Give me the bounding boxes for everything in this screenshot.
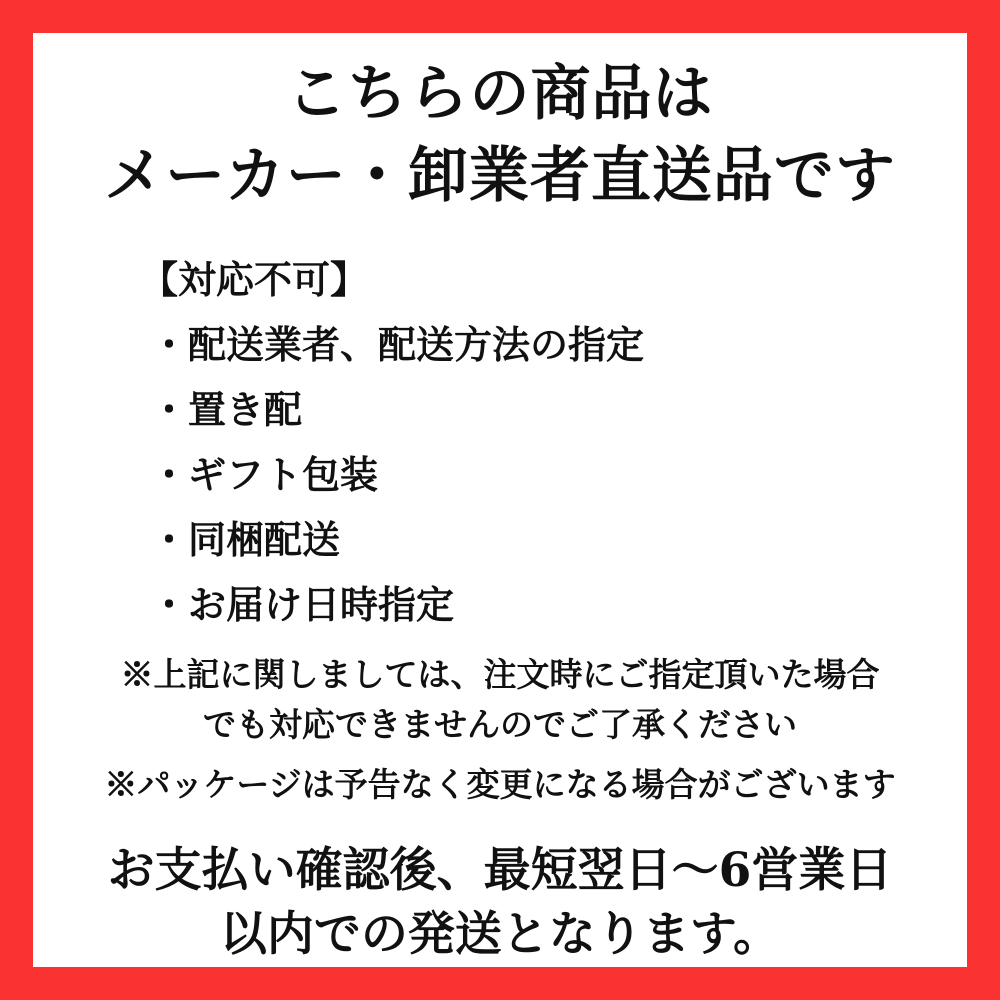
restriction-item-label: 配送業者、配送方法の指定 — [188, 322, 645, 367]
restrictions-heading: 【対応不可】 — [140, 257, 369, 302]
shipping-notice-line1: お支払い確認後、最短翌日〜6営業日 — [107, 843, 893, 898]
restriction-item — [150, 321, 967, 369]
restriction-item — [150, 451, 967, 499]
bullet-glyph: ・ — [150, 387, 189, 432]
note-order-specification-line2: でも対応できませんのでご了承ください — [203, 705, 797, 744]
restriction-item — [150, 386, 967, 434]
restriction-item-label: 同梱配送 — [188, 517, 341, 562]
bullet-glyph: ・ — [150, 517, 189, 562]
shipping-notice-line2: 以内での発送となります。 — [219, 907, 781, 962]
notice-title-line1: こちらの商品は — [286, 59, 714, 129]
note-order-specification-line1: ※上記に関しましては、注文時にご指定頂いた場合 — [120, 655, 880, 694]
restriction-item-label: 置き配 — [188, 387, 303, 432]
restriction-item-label: お届け日時指定 — [188, 582, 455, 627]
notice-content — [33, 33, 967, 967]
note-package-change: ※パッケージは予告なく変更になる場合がございます — [104, 765, 896, 804]
restriction-item — [150, 516, 967, 564]
notice-title — [33, 33, 967, 217]
note-order-specification — [33, 650, 967, 750]
bullet-glyph: ・ — [150, 452, 189, 497]
bullet-glyph: ・ — [150, 582, 189, 627]
restriction-item-label: ギフト包装 — [188, 452, 379, 497]
bullet-glyph: ・ — [150, 322, 189, 367]
notice-title-line2: メーカー・卸業者直送品です — [104, 141, 896, 211]
shipping-notice — [33, 839, 967, 967]
restriction-item — [150, 581, 967, 629]
